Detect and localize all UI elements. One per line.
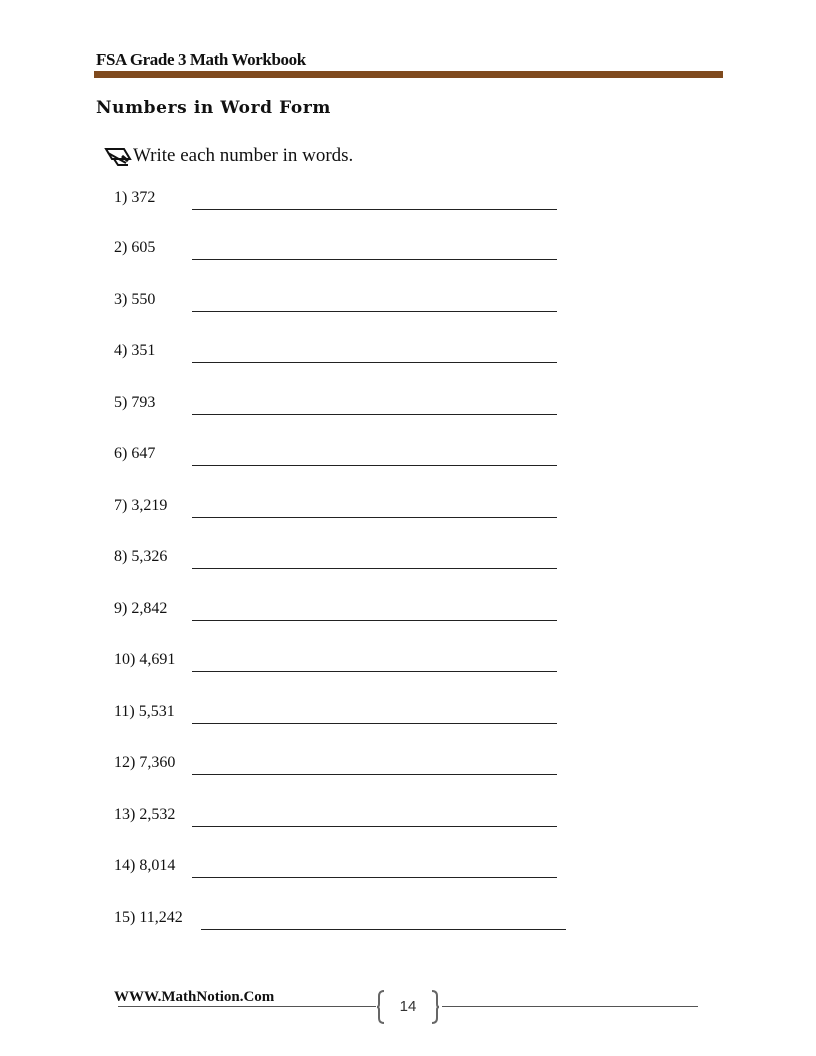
problem-item [114,650,558,672]
left-bracket-icon [376,990,386,1024]
problem-item [114,393,558,415]
problem-label: 14) 8,014 [114,857,176,874]
problem-label: 1) 372 [114,189,156,206]
problem-label: 3) 550 [114,291,156,308]
problem-item [114,753,558,775]
page-number: 14 [399,998,417,1015]
problem-item [114,599,558,621]
footer-website: WWW.MathNotion.Com [114,989,275,1005]
answer-line[interactable] [192,774,557,775]
problem-label: 13) 2,532 [114,806,176,823]
problem-item [114,547,558,569]
problem-item [114,805,558,827]
footer-rule-right [442,1006,698,1007]
answer-line[interactable] [192,414,557,415]
problem-item [114,444,558,466]
problem-label: 15) 11,242 [114,909,183,926]
answer-line[interactable] [192,671,557,672]
instruction [104,145,353,167]
problem-label: 9) 2,842 [114,600,168,617]
problem-item [114,496,558,518]
problem-label: 10) 4,691 [114,651,176,668]
problem-item [114,290,558,312]
answer-line[interactable] [192,723,557,724]
problem-item [114,188,558,210]
problem-label: 4) 351 [114,342,156,359]
answer-line[interactable] [201,929,566,930]
problem-item [114,702,558,724]
answer-line[interactable] [192,465,557,466]
problem-label: 7) 3,219 [114,497,168,514]
problem-item [114,341,558,363]
answer-line[interactable] [192,209,557,210]
problem-label: 12) 7,360 [114,754,176,771]
answer-line[interactable] [192,877,557,878]
answer-line[interactable] [192,259,557,260]
problem-label: 2) 605 [114,239,156,256]
section-title: Numbers in Word Form [96,98,332,118]
answer-line[interactable] [192,568,557,569]
answer-line[interactable] [192,620,557,621]
answer-line[interactable] [192,311,557,312]
header-rule [94,71,723,78]
problem-label: 11) 5,531 [114,703,175,720]
workbook-title: FSA Grade 3 Math Workbook [96,50,306,69]
problem-label: 6) 647 [114,445,156,462]
problem-label: 8) 5,326 [114,548,168,565]
problem-item [114,908,567,930]
answer-line[interactable] [192,362,557,363]
answer-line[interactable] [192,517,557,518]
right-bracket-icon [430,990,440,1024]
footer-rule-left [118,1006,376,1007]
answer-line[interactable] [192,826,557,827]
pencil-icon [104,145,132,167]
problem-item [114,238,558,260]
instruction-text: Write each number in words. [133,145,354,166]
problem-label: 5) 793 [114,394,156,411]
problem-item [114,856,558,878]
